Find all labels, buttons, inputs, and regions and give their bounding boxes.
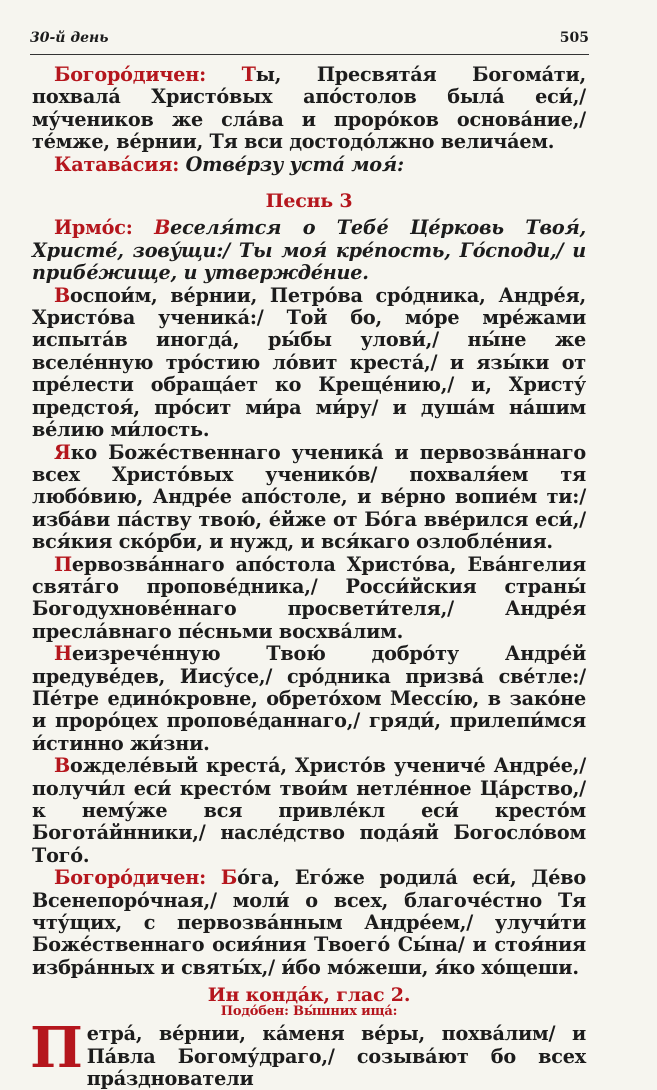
initial-letter: В	[154, 216, 171, 240]
paragraph-text: ы, Пресвята́я Богома́ти, похвала́ Христо́вых апо́столов была́ еси́,/ му́чеников же сла́ва и проро́ков основа́ние,/ те́мже, ве́рнии, Тя вси достодо́лжно велича́ем.	[32, 63, 586, 154]
kontakion-text	[30, 1015, 586, 1090]
page-number: 505	[559, 30, 589, 46]
paragraph-text: оспои́м, ве́рнии, Петро́ва сро́дника, Андре́я, Христо́ва ученика́:/ Той бо, мо́ре мре́жами испыта́в иногда́, ры́бы улови́,/ ны́не же вселе́нную тро́стию ло́вит креста́,/ и язы́ки от пре́лести обраща́ет ко Креще́нию,/ и, Христу́ предстоя́, про́сит ми́ра ми́ру/ и душа́м на́шим ве́лию ми́лость.	[32, 283, 586, 442]
katavasia-text: Отве́рзу уста́ моя́:	[185, 152, 404, 176]
initial-letter: Я	[54, 440, 71, 464]
running-header	[30, 30, 589, 46]
paragraph-text: ко Боже́ственнаго ученика́ и первозва́ннаго всех Христо́вых ученико́в/ похваля́ем тя любо́вию, Андре́е апо́столе, и ве́рно вопие́м ти:/ изба́ви па́ству твою́, е́йже от Бо́га вве́рился еси́,/ вся́кия ско́рби, и нужд, и вся́каго озлобле́ния.	[32, 440, 586, 554]
paragraph-text: еселя́тся о Тебе́ Це́рковь Твоя́, Христе́, зову́щи:/ Ты моя́ кре́пость, Го́споди,/ и прибе́жище, и утвержде́ние.	[32, 216, 586, 285]
troparion	[32, 285, 586, 442]
paragraph-text: ожделе́вый креста́, Христо́в учениче́ Андре́е,/ получи́л еси́ кресто́м твои́м нетле́нное Ца́рство,/ к нему́же вся привле́кл еси́ кресто́м Богота́йнники,/ насле́дство пода́яй Богосло́вом Того́.	[32, 754, 586, 867]
initial-letter: В	[54, 283, 71, 307]
paragraph-text: ервозва́ннаго апо́стола Христо́ва, Ева́нгелия свята́го пропове́дника,/ Росси́йския страны́ Богодухнове́ннаго просвети́теля,/ Андре́я пресла́внаго пе́сньми восхва́лим.	[32, 552, 586, 643]
initial-letter: П	[54, 552, 72, 576]
theotokion	[32, 867, 586, 979]
page-body	[32, 64, 586, 1090]
irmos	[32, 217, 586, 284]
initial-letter: Т	[241, 63, 256, 86]
drop-cap-letter: П	[30, 1015, 83, 1082]
paragraph-text: еизрече́нную Твою́ добро́ту Андре́й предуве́дев, Иису́се,/ сро́дника призва́ све́тле:/ Пе́тре едино́кровне, обрето́хом Мессі́ю, в зако́не и проро́цех пропове́даннаго,/ гряди́, прилепи́мся и́стинно жи́зни.	[32, 642, 586, 755]
rubric-label: Богоро́дичен:	[54, 866, 206, 890]
troparion	[32, 442, 586, 554]
podoben-line: Подо́бен: Вы́шних ища́:	[220, 1004, 398, 1020]
rubric-label: Богоро́дичен:	[54, 63, 206, 86]
kontakion-title: Ин конда́к, глас 2.	[207, 984, 411, 1007]
troparion	[32, 554, 586, 644]
initial-letter: В	[54, 754, 71, 778]
theotokion-first	[32, 64, 586, 154]
initial-letter: Н	[54, 642, 72, 666]
rubric-label: Катава́сия:	[54, 152, 180, 176]
troparion	[32, 643, 586, 755]
troparion	[32, 755, 586, 867]
initial-letter: Б	[220, 866, 238, 890]
paragraph-text: о́га, Его́же родила́ еси́, Де́во Всенепоро́чная,/ моли́ о всех, благоче́стно Тя чту́щих, с первозва́нным Андре́ем,/ улучи́ти Боже́ственнаго осия́ния Твоего́ Сы́на/ и стоя́ния избра́нных и святы́х,/ и́бо мо́жеши, я́ко хо́щеши.	[32, 866, 586, 979]
rubric-label: Ирмо́с:	[54, 216, 133, 240]
day-label: 30-й день	[30, 30, 109, 46]
paragraph-text: етра́, ве́рнии, ка́меня ве́ры, похва́лим/ и Па́вла Богому́драго,/ созыва́ют бо всех пра́зднователи	[86, 1022, 586, 1090]
header-rule	[30, 54, 589, 55]
katavasia	[32, 154, 586, 176]
song-title: Песнь 3	[265, 190, 353, 213]
